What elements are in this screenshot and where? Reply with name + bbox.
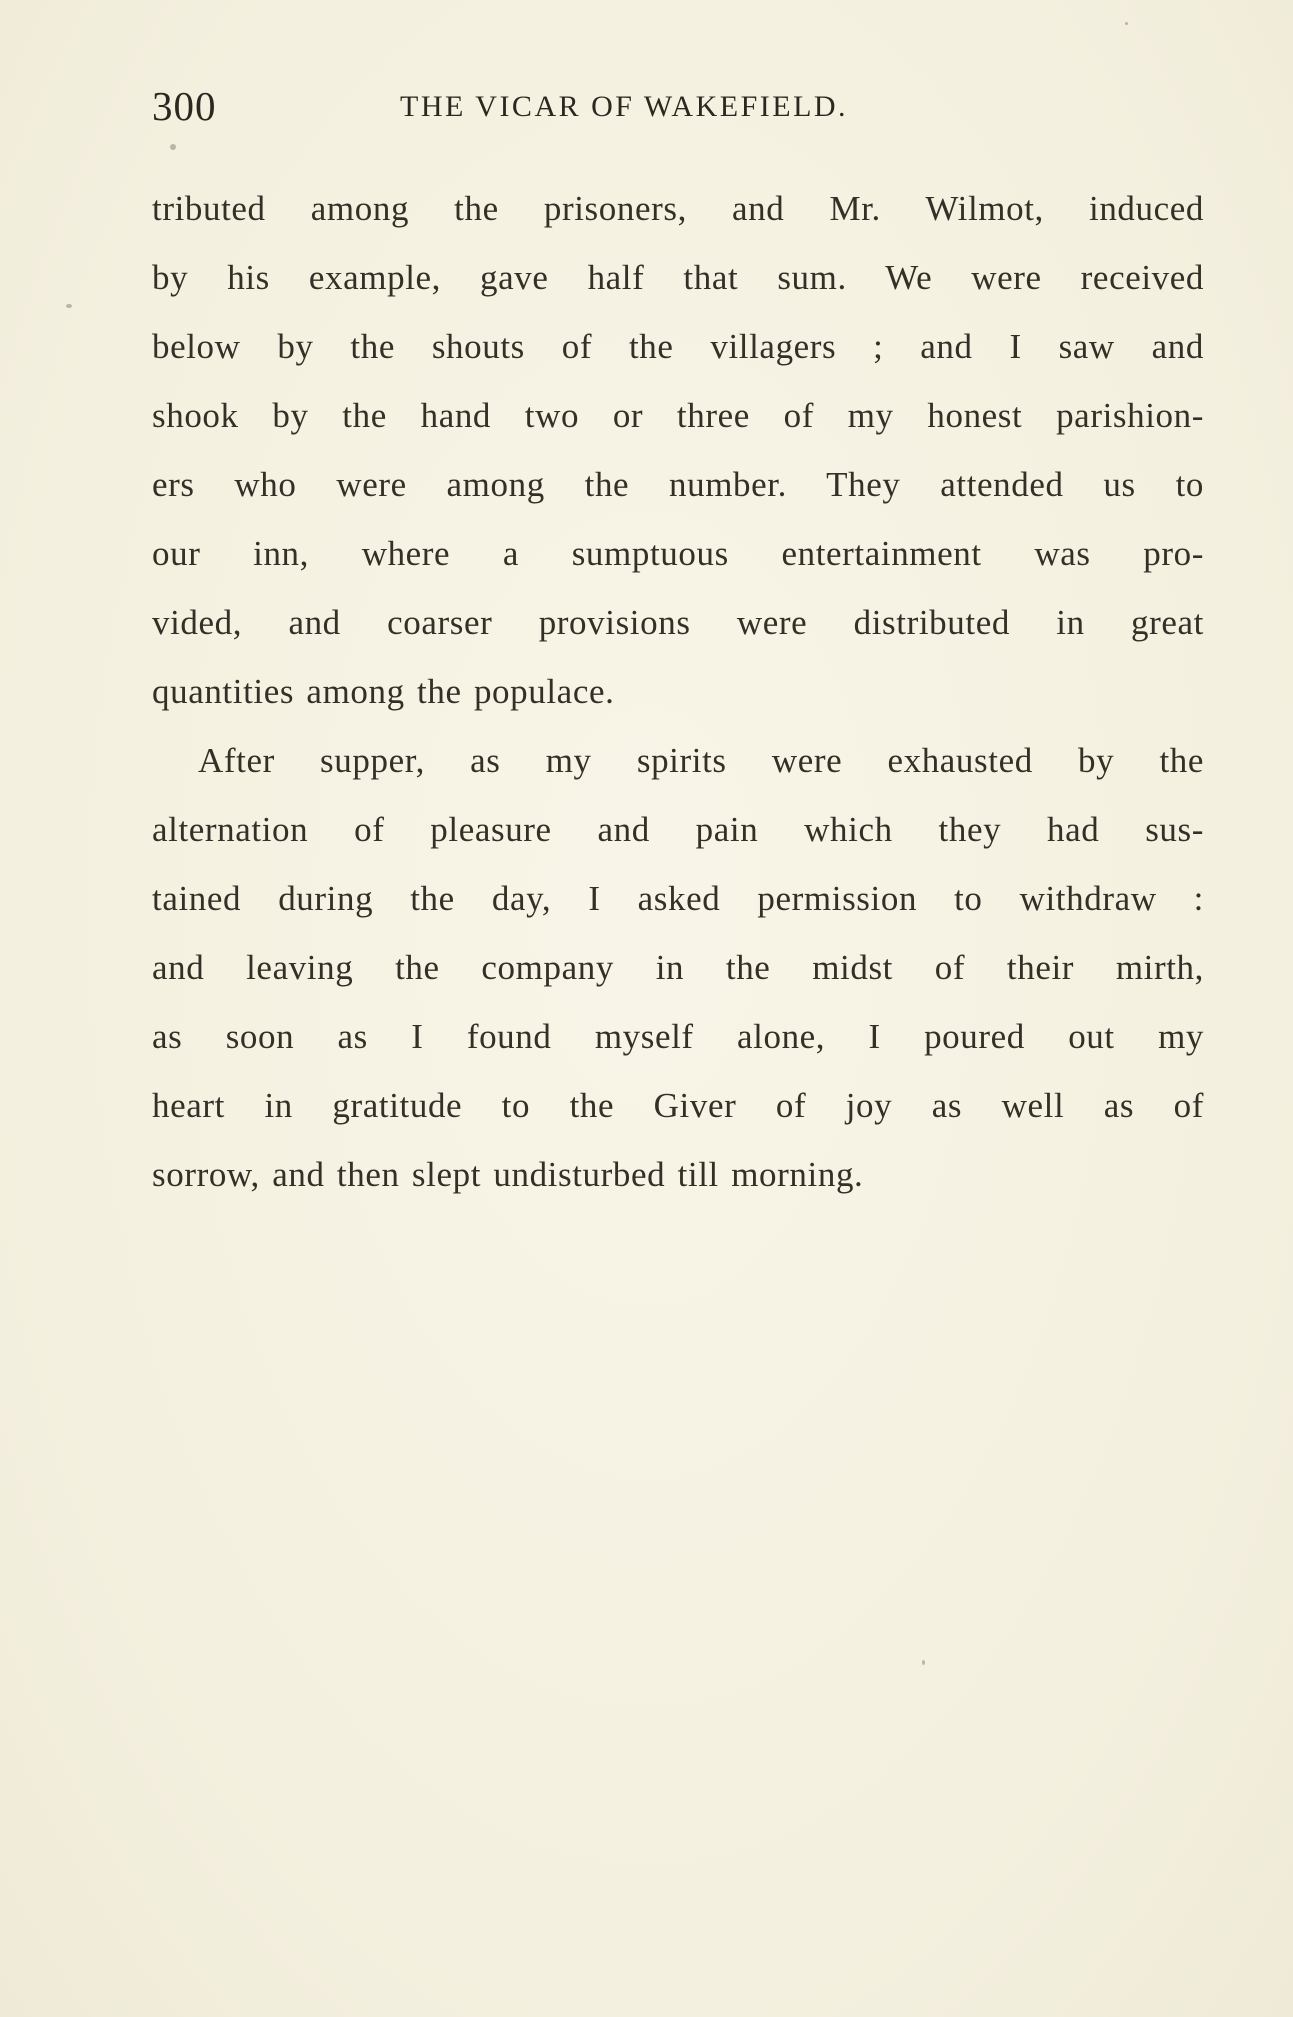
paragraph-2-line-2: alternation of pleasure and pain which they had sus-: [152, 810, 1204, 849]
paragraph-2-line-7: sorrow, and then slept undisturbed till morning.: [152, 1155, 864, 1194]
book-title: THE VICAR OF WAKEFIELD.: [400, 90, 849, 123]
paragraph-2-line-1: After supper, as my spirits were exhausted by the: [198, 741, 1204, 780]
paragraph-1-line-7: vided, and coarser provisions were distributed in great: [152, 603, 1204, 642]
body-text: [152, 174, 1204, 1209]
paragraph-2-line-5: as soon as I found myself alone, I poured out my: [152, 1017, 1204, 1056]
paragraph-1-line-2: by his example, gave half that sum. We were received: [152, 258, 1204, 297]
paragraph-1-line-3: below by the shouts of the villagers ; and I saw and: [152, 327, 1204, 366]
paragraph-1-line-1: tributed among the prisoners, and Mr. Wilmot, induced: [152, 189, 1204, 228]
paragraph-1-line-5: ers who were among the number. They attended us to: [152, 465, 1204, 504]
page-number: 300: [152, 83, 217, 129]
ink-speck: [170, 144, 176, 150]
paragraph-2-line-3: tained during the day, I asked permission to withdraw :: [152, 879, 1204, 918]
running-head: [152, 82, 1212, 132]
ink-speck: [922, 1660, 925, 1665]
paragraph-2-line-4: and leaving the company in the midst of their mirth,: [152, 948, 1204, 987]
ink-speck: [66, 304, 72, 308]
paragraph-1-line-6: our inn, where a sumptuous entertainment was pro-: [152, 534, 1204, 573]
ink-speck: [1125, 22, 1128, 25]
paragraph-2-line-6: heart in gratitude to the Giver of joy as well as of: [152, 1086, 1204, 1125]
paragraph-1-line-8: quantities among the populace.: [152, 672, 615, 711]
paragraph-1-line-4: shook by the hand two or three of my honest parishion-: [152, 396, 1204, 435]
